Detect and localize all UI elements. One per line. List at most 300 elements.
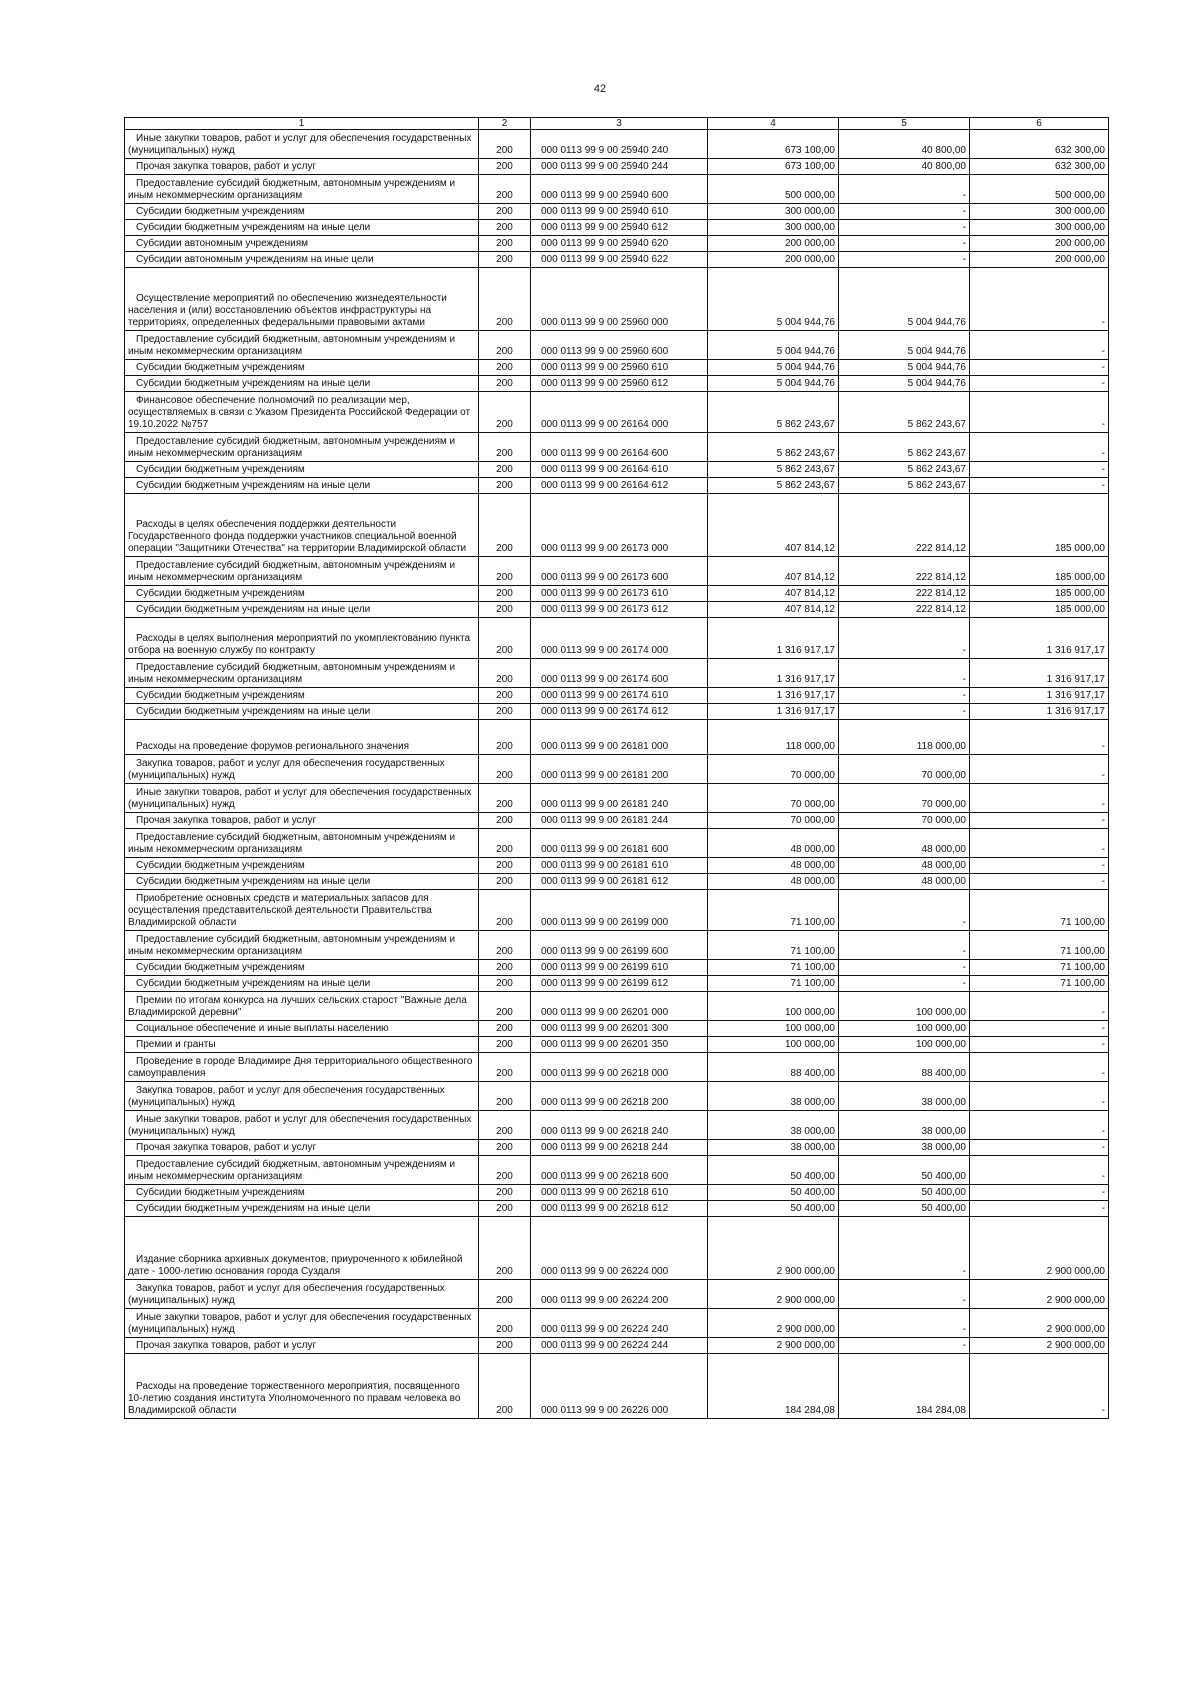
budget-table [124,117,1109,1419]
row-col4-cell: 50 400,00 [708,1201,839,1217]
row-name-cell: Предоставление субсидий бюджетным, автономным учреждениям и иным некоммерческим организациям [125,659,479,688]
row-name-cell: Расходы в целях обеспечения поддержки деятельности Государственного фонда поддержки участников специальной военной операции "Защитники Отечества" на территории Владимирской области [125,494,479,557]
row-col6-cell: 632 300,00 [970,130,1109,159]
row-col4-cell: 2 900 000,00 [708,1338,839,1354]
row-col4-cell: 100 000,00 [708,1021,839,1037]
row-name-cell: Субсидии бюджетным учреждениям на иные цели [125,220,479,236]
row-col4-cell: 300 000,00 [708,220,839,236]
row-code-cell: 200 [479,360,531,376]
row-col4-cell: 71 100,00 [708,931,839,960]
header-col-5: 5 [839,118,970,130]
row-col4-cell: 5 862 243,67 [708,462,839,478]
row-col5-cell: 40 800,00 [839,130,970,159]
row-classification-cell: 000 0113 99 9 00 26201 000 [531,992,708,1021]
row-classification-cell: 000 0113 99 9 00 26218 240 [531,1111,708,1140]
row-col5-cell: 38 000,00 [839,1111,970,1140]
row-col5-cell: - [839,704,970,720]
row-code-cell: 200 [479,858,531,874]
row-code-cell: 200 [479,931,531,960]
table-row [125,494,1109,557]
row-name-cell: Предоставление субсидий бюджетным, автономным учреждениям и иным некоммерческим организациям [125,829,479,858]
row-col4-cell: 407 814,12 [708,602,839,618]
row-col4-cell: 71 100,00 [708,976,839,992]
row-col5-cell: - [839,1338,970,1354]
row-code-cell: 200 [479,784,531,813]
row-col4-cell: 5 004 944,76 [708,376,839,392]
table-body [125,130,1109,1419]
row-col6-cell: 185 000,00 [970,602,1109,618]
row-code-cell: 200 [479,829,531,858]
table-row [125,659,1109,688]
row-classification-cell: 000 0113 99 9 00 26181 200 [531,755,708,784]
row-col4-cell: 184 284,08 [708,1354,839,1419]
row-name-cell: Предоставление субсидий бюджетным, автономным учреждениям и иным некоммерческим организациям [125,931,479,960]
row-name-cell: Субсидии бюджетным учреждениям [125,586,479,602]
row-name-cell: Иные закупки товаров, работ и услуг для обеспечения государственных (муниципальных) нужд [125,784,479,813]
row-col5-cell: 50 400,00 [839,1201,970,1217]
row-col6-cell: - [970,813,1109,829]
row-code-cell: 200 [479,1217,531,1280]
row-code-cell: 200 [479,688,531,704]
row-col6-cell: - [970,376,1109,392]
row-col5-cell: - [839,890,970,931]
row-col5-cell: 100 000,00 [839,1037,970,1053]
row-classification-cell: 000 0113 99 9 00 26218 244 [531,1140,708,1156]
row-col5-cell: - [839,236,970,252]
row-col6-cell: - [970,1037,1109,1053]
row-name-cell: Осуществление мероприятий по обеспечению жизнедеятельности населения и (или) восстановлению объектов инфраструктуры на территориях, определенных федеральными правовыми актами [125,268,479,331]
row-col4-cell: 200 000,00 [708,236,839,252]
row-name-cell: Субсидии бюджетным учреждениям [125,688,479,704]
row-code-cell: 200 [479,1309,531,1338]
row-name-cell: Субсидии бюджетным учреждениям на иные цели [125,976,479,992]
table-row [125,268,1109,331]
row-col6-cell: - [970,829,1109,858]
row-name-cell: Субсидии бюджетным учреждениям [125,1185,479,1201]
row-col4-cell: 500 000,00 [708,175,839,204]
row-code-cell: 200 [479,874,531,890]
row-code-cell: 200 [479,204,531,220]
row-col5-cell: - [839,931,970,960]
header-col-3: 3 [531,118,708,130]
table-row [125,1082,1109,1111]
row-code-cell: 200 [479,1111,531,1140]
row-classification-cell: 000 0113 99 9 00 25940 240 [531,130,708,159]
row-name-cell: Предоставление субсидий бюджетным, автономным учреждениям и иным некоммерческим организациям [125,433,479,462]
row-code-cell: 200 [479,175,531,204]
row-col6-cell: 71 100,00 [970,960,1109,976]
row-classification-cell: 000 0113 99 9 00 26173 610 [531,586,708,602]
row-col5-cell: - [839,252,970,268]
row-col4-cell: 48 000,00 [708,829,839,858]
row-col5-cell: 38 000,00 [839,1140,970,1156]
row-code-cell: 200 [479,720,531,755]
row-col5-cell: 70 000,00 [839,784,970,813]
table-row [125,688,1109,704]
row-col5-cell: 5 004 944,76 [839,331,970,360]
row-col5-cell: 100 000,00 [839,1021,970,1037]
row-name-cell: Субсидии бюджетным учреждениям на иные цели [125,874,479,890]
row-code-cell: 200 [479,992,531,1021]
row-name-cell: Расходы на проведение торжественного мероприятия, посвященного 10-летию создания института Уполномоченного по правам человека во Владимирской области [125,1354,479,1419]
row-col4-cell: 88 400,00 [708,1053,839,1082]
table-row [125,130,1109,159]
table-row [125,1140,1109,1156]
row-col4-cell: 1 316 917,17 [708,659,839,688]
row-classification-cell: 000 0113 99 9 00 26174 610 [531,688,708,704]
row-code-cell: 200 [479,1140,531,1156]
row-col5-cell: - [839,1280,970,1309]
row-col5-cell: 5 862 243,67 [839,462,970,478]
row-col4-cell: 38 000,00 [708,1082,839,1111]
row-code-cell: 200 [479,159,531,175]
row-col5-cell: - [839,220,970,236]
row-col6-cell: 71 100,00 [970,976,1109,992]
row-classification-cell: 000 0113 99 9 00 25960 600 [531,331,708,360]
row-classification-cell: 000 0113 99 9 00 26164 600 [531,433,708,462]
row-col6-cell: - [970,784,1109,813]
row-name-cell: Социальное обеспечение и иные выплаты населению [125,1021,479,1037]
row-col6-cell: 500 000,00 [970,175,1109,204]
row-col4-cell: 48 000,00 [708,874,839,890]
row-col4-cell: 2 900 000,00 [708,1217,839,1280]
row-code-cell: 200 [479,1354,531,1419]
row-name-cell: Издание сборника архивных документов, приуроченного к юбилейной дате - 1000-летию основания города Суздаля [125,1217,479,1280]
row-col6-cell: - [970,1053,1109,1082]
row-name-cell: Субсидии бюджетным учреждениям [125,858,479,874]
row-col5-cell: - [839,618,970,659]
row-classification-cell: 000 0113 99 9 00 26181 600 [531,829,708,858]
row-col5-cell: 222 814,12 [839,494,970,557]
table-row [125,618,1109,659]
header-col-2: 2 [479,118,531,130]
row-col6-cell: - [970,331,1109,360]
header-col-4: 4 [708,118,839,130]
row-col6-cell: - [970,992,1109,1021]
table-row [125,1309,1109,1338]
table-row [125,890,1109,931]
row-col6-cell: 71 100,00 [970,890,1109,931]
row-col5-cell: 118 000,00 [839,720,970,755]
row-col5-cell: 222 814,12 [839,586,970,602]
row-col4-cell: 70 000,00 [708,813,839,829]
row-name-cell: Закупка товаров, работ и услуг для обеспечения государственных (муниципальных) нужд [125,1280,479,1309]
row-col6-cell: - [970,360,1109,376]
row-name-cell: Иные закупки товаров, работ и услуг для обеспечения государственных (муниципальных) нужд [125,130,479,159]
row-col4-cell: 5 004 944,76 [708,331,839,360]
table-row [125,376,1109,392]
row-code-cell: 200 [479,1201,531,1217]
row-col5-cell: 222 814,12 [839,557,970,586]
table-row [125,252,1109,268]
row-col5-cell: 5 862 243,67 [839,392,970,433]
row-name-cell: Прочая закупка товаров, работ и услуг [125,159,479,175]
table-row [125,784,1109,813]
table-row [125,1111,1109,1140]
row-col6-cell: - [970,1111,1109,1140]
row-col5-cell: 5 862 243,67 [839,433,970,462]
row-classification-cell: 000 0113 99 9 00 26224 200 [531,1280,708,1309]
row-col5-cell: 48 000,00 [839,829,970,858]
row-code-cell: 200 [479,755,531,784]
row-col5-cell: 70 000,00 [839,813,970,829]
row-col4-cell: 50 400,00 [708,1156,839,1185]
row-col6-cell: - [970,1185,1109,1201]
row-code-cell: 200 [479,478,531,494]
table-row [125,1338,1109,1354]
row-name-cell: Предоставление субсидий бюджетным, автономным учреждениям и иным некоммерческим организациям [125,175,479,204]
row-col4-cell: 5 862 243,67 [708,392,839,433]
row-col6-cell: - [970,1201,1109,1217]
row-col6-cell: - [970,1156,1109,1185]
row-col6-cell: 200 000,00 [970,252,1109,268]
table-row [125,858,1109,874]
row-col5-cell: 50 400,00 [839,1156,970,1185]
row-name-cell: Проведение в городе Владимире Дня территориального общественного самоуправления [125,1053,479,1082]
table-row [125,159,1109,175]
row-code-cell: 200 [479,494,531,557]
row-name-cell: Субсидии бюджетным учреждениям на иные цели [125,376,479,392]
row-classification-cell: 000 0113 99 9 00 26199 612 [531,976,708,992]
row-name-cell: Предоставление субсидий бюджетным, автономным учреждениям и иным некоммерческим организациям [125,331,479,360]
row-name-cell: Прочая закупка товаров, работ и услуг [125,813,479,829]
table-row [125,1021,1109,1037]
table-row [125,1053,1109,1082]
row-code-cell: 200 [479,890,531,931]
row-col6-cell: - [970,755,1109,784]
row-col4-cell: 673 100,00 [708,159,839,175]
row-name-cell: Премии по итогам конкурса на лучших сельских старост "Важные дела Владимирской деревни" [125,992,479,1021]
row-code-cell: 200 [479,586,531,602]
table-row [125,1354,1109,1419]
row-col6-cell: - [970,874,1109,890]
row-col5-cell: 222 814,12 [839,602,970,618]
row-col4-cell: 673 100,00 [708,130,839,159]
table-row [125,992,1109,1021]
row-col5-cell: 40 800,00 [839,159,970,175]
row-col6-cell: 71 100,00 [970,931,1109,960]
row-code-cell: 200 [479,976,531,992]
row-col4-cell: 118 000,00 [708,720,839,755]
row-col5-cell: 38 000,00 [839,1082,970,1111]
row-col5-cell: 5 004 944,76 [839,376,970,392]
table-row [125,874,1109,890]
table-row [125,1217,1109,1280]
row-name-cell: Субсидии бюджетным учреждениям на иные цели [125,602,479,618]
table-row [125,586,1109,602]
row-classification-cell: 000 0113 99 9 00 26164 612 [531,478,708,494]
row-col4-cell: 407 814,12 [708,586,839,602]
row-col5-cell: 5 004 944,76 [839,268,970,331]
row-col4-cell: 2 900 000,00 [708,1280,839,1309]
row-code-cell: 200 [479,1082,531,1111]
row-code-cell: 200 [479,331,531,360]
header-col-6: 6 [970,118,1109,130]
row-classification-cell: 000 0113 99 9 00 26181 240 [531,784,708,813]
row-classification-cell: 000 0113 99 9 00 26224 240 [531,1309,708,1338]
row-name-cell: Прочая закупка товаров, работ и услуг [125,1140,479,1156]
row-name-cell: Иные закупки товаров, работ и услуг для обеспечения государственных (муниципальных) нужд [125,1111,479,1140]
table-row [125,204,1109,220]
row-name-cell: Премии и гранты [125,1037,479,1053]
row-col6-cell: 632 300,00 [970,159,1109,175]
row-col5-cell: - [839,204,970,220]
table-row [125,360,1109,376]
row-name-cell: Финансовое обеспечение полномочий по реализации мер, осуществляемых в связи с Указом Президента Российской Федерации от 19.10.2022 №757 [125,392,479,433]
row-code-cell: 200 [479,1053,531,1082]
row-classification-cell: 000 0113 99 9 00 26201 300 [531,1021,708,1037]
row-col6-cell: - [970,433,1109,462]
row-classification-cell: 000 0113 99 9 00 26173 612 [531,602,708,618]
row-classification-cell: 000 0113 99 9 00 26199 000 [531,890,708,931]
row-classification-cell: 000 0113 99 9 00 26164 000 [531,392,708,433]
row-col6-cell: 2 900 000,00 [970,1217,1109,1280]
row-code-cell: 200 [479,704,531,720]
table-row [125,220,1109,236]
row-classification-cell: 000 0113 99 9 00 26181 612 [531,874,708,890]
row-classification-cell: 000 0113 99 9 00 26173 000 [531,494,708,557]
row-col4-cell: 50 400,00 [708,1185,839,1201]
table-row [125,829,1109,858]
row-name-cell: Субсидии бюджетным учреждениям на иные цели [125,1201,479,1217]
row-name-cell: Субсидии бюджетным учреждениям [125,960,479,976]
row-col5-cell: 88 400,00 [839,1053,970,1082]
row-name-cell: Расходы на проведение форумов регионального значения [125,720,479,755]
row-name-cell: Субсидии бюджетным учреждениям [125,462,479,478]
row-code-cell: 200 [479,1037,531,1053]
table-row [125,1156,1109,1185]
row-col5-cell: - [839,1217,970,1280]
row-col6-cell: 300 000,00 [970,204,1109,220]
row-code-cell: 200 [479,236,531,252]
row-col6-cell: 185 000,00 [970,557,1109,586]
row-classification-cell: 000 0113 99 9 00 26218 000 [531,1053,708,1082]
row-classification-cell: 000 0113 99 9 00 26181 610 [531,858,708,874]
row-classification-cell: 000 0113 99 9 00 26201 350 [531,1037,708,1053]
row-col5-cell: - [839,688,970,704]
row-code-cell: 200 [479,1185,531,1201]
row-col4-cell: 5 004 944,76 [708,360,839,376]
page-number: 42 [593,83,607,95]
row-name-cell: Субсидии бюджетным учреждениям на иные цели [125,478,479,494]
budget-table-container [124,117,1108,1419]
row-col5-cell: - [839,175,970,204]
row-col5-cell: 48 000,00 [839,858,970,874]
row-col6-cell: 2 900 000,00 [970,1338,1109,1354]
row-col6-cell: - [970,478,1109,494]
row-col4-cell: 71 100,00 [708,890,839,931]
table-row [125,1037,1109,1053]
row-col4-cell: 407 814,12 [708,494,839,557]
row-classification-cell: 000 0113 99 9 00 26218 612 [531,1201,708,1217]
row-col5-cell: - [839,659,970,688]
row-col6-cell: 200 000,00 [970,236,1109,252]
table-row [125,236,1109,252]
row-classification-cell: 000 0113 99 9 00 26181 244 [531,813,708,829]
row-name-cell: Субсидии бюджетным учреждениям [125,204,479,220]
row-name-cell: Субсидии бюджетным учреждениям [125,360,479,376]
row-classification-cell: 000 0113 99 9 00 25940 620 [531,236,708,252]
table-row [125,331,1109,360]
row-col5-cell: - [839,1309,970,1338]
row-col4-cell: 1 316 917,17 [708,688,839,704]
row-col6-cell: - [970,1354,1109,1419]
row-col6-cell: 1 316 917,17 [970,659,1109,688]
row-col6-cell: - [970,720,1109,755]
row-col4-cell: 407 814,12 [708,557,839,586]
row-col5-cell: 5 004 944,76 [839,360,970,376]
row-col6-cell: 1 316 917,17 [970,688,1109,704]
row-classification-cell: 000 0113 99 9 00 26174 612 [531,704,708,720]
row-col5-cell: 50 400,00 [839,1185,970,1201]
row-col6-cell: - [970,268,1109,331]
row-classification-cell: 000 0113 99 9 00 25940 244 [531,159,708,175]
row-col4-cell: 71 100,00 [708,960,839,976]
row-col5-cell: 184 284,08 [839,1354,970,1419]
table-row [125,755,1109,784]
table-row [125,175,1109,204]
table-row [125,704,1109,720]
row-col4-cell: 1 316 917,17 [708,704,839,720]
row-col6-cell: 1 316 917,17 [970,704,1109,720]
row-classification-cell: 000 0113 99 9 00 26164 610 [531,462,708,478]
row-col4-cell: 100 000,00 [708,992,839,1021]
table-row [125,433,1109,462]
row-classification-cell: 000 0113 99 9 00 26199 610 [531,960,708,976]
row-col5-cell: - [839,960,970,976]
table-row [125,960,1109,976]
table-row [125,462,1109,478]
row-classification-cell: 000 0113 99 9 00 25960 000 [531,268,708,331]
table-row [125,976,1109,992]
row-classification-cell: 000 0113 99 9 00 26181 000 [531,720,708,755]
row-code-cell: 200 [479,220,531,236]
row-classification-cell: 000 0113 99 9 00 25940 610 [531,204,708,220]
row-col5-cell: 100 000,00 [839,992,970,1021]
row-classification-cell: 000 0113 99 9 00 26218 600 [531,1156,708,1185]
table-row [125,1280,1109,1309]
row-name-cell: Субсидии бюджетным учреждениям на иные цели [125,704,479,720]
row-col5-cell: 48 000,00 [839,874,970,890]
row-col4-cell: 48 000,00 [708,858,839,874]
row-code-cell: 200 [479,602,531,618]
row-col6-cell: 2 900 000,00 [970,1280,1109,1309]
row-classification-cell: 000 0113 99 9 00 25960 612 [531,376,708,392]
row-classification-cell: 000 0113 99 9 00 26174 000 [531,618,708,659]
row-col6-cell: - [970,462,1109,478]
row-code-cell: 200 [479,1021,531,1037]
row-col6-cell: - [970,1140,1109,1156]
row-code-cell: 200 [479,462,531,478]
row-classification-cell: 000 0113 99 9 00 26224 000 [531,1217,708,1280]
table-row [125,602,1109,618]
row-name-cell: Иные закупки товаров, работ и услуг для обеспечения государственных (муниципальных) нужд [125,1309,479,1338]
row-col5-cell: 5 862 243,67 [839,478,970,494]
row-code-cell: 200 [479,618,531,659]
row-col6-cell: 185 000,00 [970,586,1109,602]
row-name-cell: Расходы в целях выполнения мероприятий по укомплектованию пункта отбора на военную службу по контракту [125,618,479,659]
row-code-cell: 200 [479,659,531,688]
table-row [125,813,1109,829]
row-col4-cell: 2 900 000,00 [708,1309,839,1338]
row-name-cell: Субсидии автономным учреждениям [125,236,479,252]
row-col4-cell: 200 000,00 [708,252,839,268]
row-classification-cell: 000 0113 99 9 00 26199 600 [531,931,708,960]
row-name-cell: Предоставление субсидий бюджетным, автономным учреждениям и иным некоммерческим организациям [125,1156,479,1185]
row-code-cell: 200 [479,252,531,268]
row-code-cell: 200 [479,1280,531,1309]
table-row [125,720,1109,755]
